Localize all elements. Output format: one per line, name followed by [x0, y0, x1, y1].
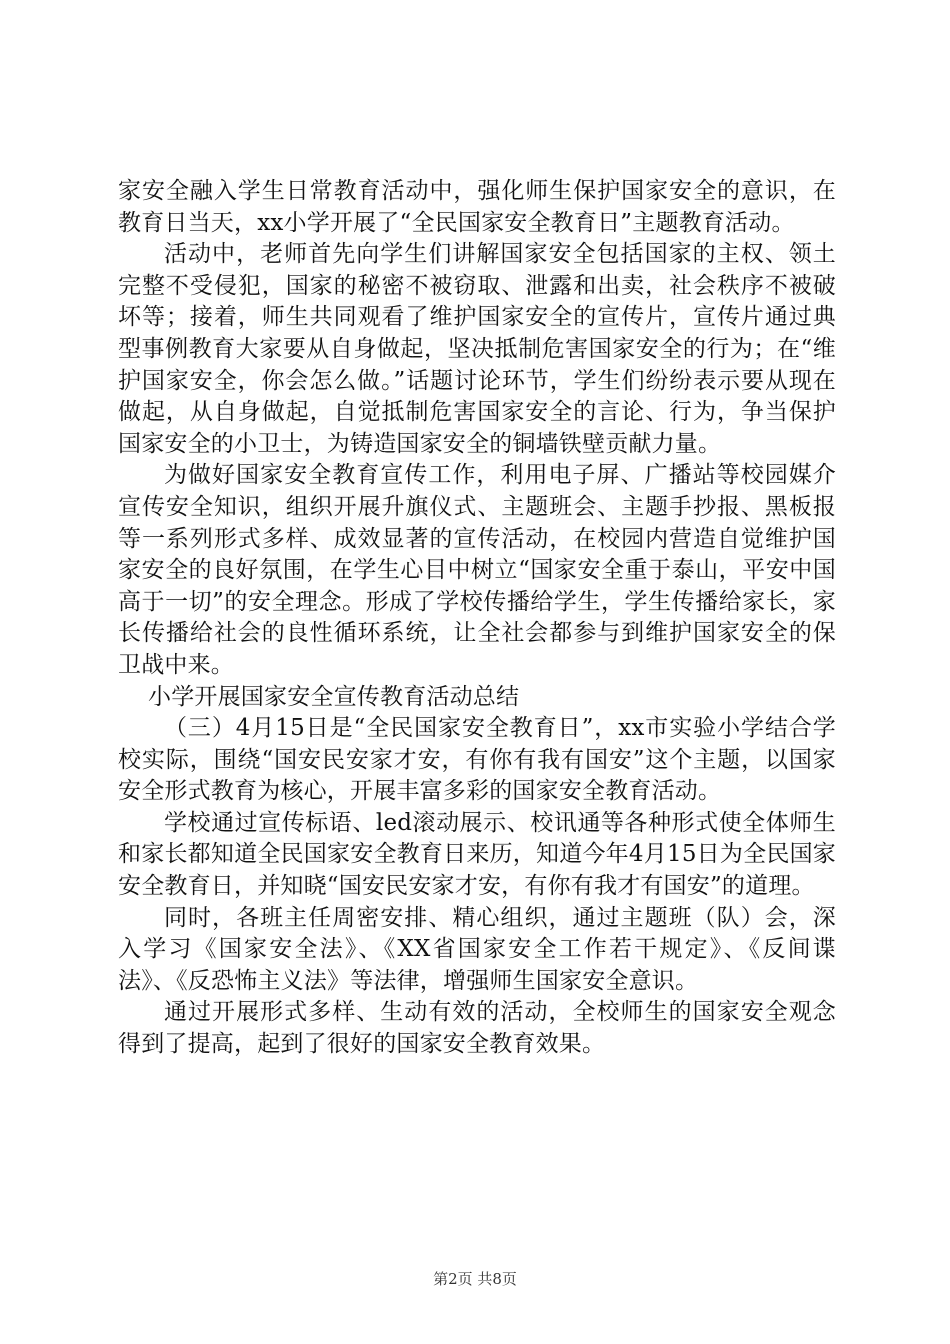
paragraph-conclusion: 通过开展形式多样、生动有效的活动，全校师生的国家安全观念得到了提高，起到了很好的国家安全教育效果。 [118, 999, 836, 1058]
paragraph-continuation: 家安全融入学生日常教育活动中，强化师生保护国家安全的意识，在教育日当天，xx小学开展了“全民国家安全教育日”主题教育活动。 [118, 178, 836, 236]
paragraph-class-meetings: 同时，各班主任周密安排、精心组织，通过主题班（队）会，深入学习《国家安全法》、《XX省国家安全工作若干规定》、《反间谍法》、《反恐怖主义法》等法律，增强师生国家安全意识。 [118, 904, 836, 994]
document-body [118, 176, 836, 1061]
paragraph-activity: 活动中，老师首先向学生们讲解国家安全包括国家的主权、领土完整不受侵犯，国家的秘密不被窃取、泄露和出卖，社会秩序不被破坏等；接着，师生共同观看了维护国家安全的宣传片，宣传片通过典型事例教育大家要从自身做起，坚决抵制危害国家安全的行为；在“维护国家安全，你会怎么做。”话题讨论环节，学生们纷纷表示要从现在做起，从自身做起，自觉抵制危害国家安全的言论、行为，争当保护国家安全的小卫士，为铸造国家安全的铜墙铁壁贡献力量。 [118, 241, 836, 457]
section-heading: 小学开展国家安全宣传教育活动总结 [148, 683, 520, 710]
page-number-footer: 第2页 共8页 [433, 1270, 517, 1288]
paragraph-section-three: （三）4月15日是“全民国家安全教育日”，xx市实验小学结合学校实际，围绕“国安民安家才安，有你有我有国安”这个主题，以国家安全形式教育为核心，开展丰富多彩的国家安全教育活动。 [118, 715, 836, 805]
paragraph-slogans: 学校通过宣传标语、led滚动展示、校讯通等各种形式使全体师生和家长都知道全民国家安全教育日来历，知道今年4月15日为全民国家安全教育日，并知晓“国安民安家才安，有你有我才有国安”的道理。 [118, 809, 836, 900]
paragraph-publicity: 为做好国家安全教育宣传工作，利用电子屏、广播站等校园媒介宣传安全知识，组织开展升旗仪式、主题班会、主题手抄报、黑板报等一系列形式多样、成效显著的宣传活动，在校园内营造自觉维护国家安全的良好氛围，在学生心目中树立“国家安全重于泰山，平安中国高于一切”的安全理念。形成了学校传播给学生，学生传播给家长，家长传播给社会的良性循环系统，让全社会都参与到维护国家安全的保卫战中来。 [118, 462, 836, 678]
